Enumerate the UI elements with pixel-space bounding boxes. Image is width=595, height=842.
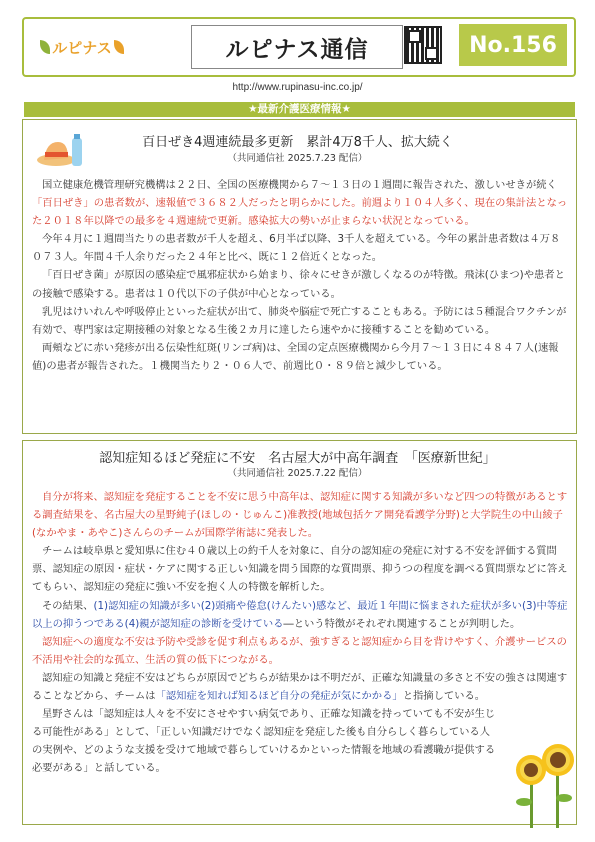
article2-source: （共同通信社 2025.7.22 配信） xyxy=(227,468,368,479)
newsletter-title-box xyxy=(191,25,403,69)
article2-headline: 認知症知るほど発症に不安 名古屋大が中高年調査 「医療新世紀」 xyxy=(99,451,496,466)
logo-text: ルピナス xyxy=(52,39,112,57)
article1-paragraph: 国立健康危機管理研究機構は２２日、全国の医療機関から７～１３日の１週間に報告された、激しいせきが続く「百日ぜき」の患者数が、速報値で３６８２人だったと明らかにした。前週より１０４人多く、現在の集計法となった２０１８年以降での最多を４週連続で更新。感染拡大の勢いが止まらない状況となっている。 xyxy=(32,179,568,228)
article2-paragraph: 認知症の知識と発症不安はどちらが原因でどちらが結果かは不明だが、正確な知識量の多さと不安の強さは関連することなどから、チームは「認知症を知れば知るほど自分の発症が気にかかる」と指摘している。 xyxy=(32,671,568,703)
article1-source: （共同通信社 2025.7.23 配信） xyxy=(227,153,368,164)
article2-paragraph: チームは岐阜県と愛知県に住む４０歳以上の約千人を対象に、自分の認知症の発症に対する不安を評価する質問票、認知症の原因・症状・ケアに関する正しい知識を問う国際的な質問票、抑うつの程度を調べる質問票などに答えてもらい、認知症の発症に強い不安を抱く人の特徴を解析した。 xyxy=(32,545,568,594)
company-logo[interactable] xyxy=(22,17,142,77)
article1-paragraph: 両頬などに赤い発疹が出る伝染性紅斑(リンゴ病)は、全国の定点医療機関から今月７～１３日に４８４７人(速報値)の患者が報告された。１機関当たり２・０６人で、前週比０・８９倍と減少している。 xyxy=(32,341,559,372)
article1-paragraph: 乳児はけいれんや呼吸停止といった症状が出て、肺炎や脳症で死亡することもある。予防には５種混合ワクチンが有効で、専門家は定期接種の対象となる生後２カ月に達したら速やかに接種することを勧めている。 xyxy=(32,305,567,336)
article1-headline: 百日ぜき4週連続最多更新 累計4万8千人、拡大続く xyxy=(142,135,453,150)
article1-paragraph: 今年４月に１週間当たりの患者数が千人を超え、6月半ば以降、3千人を超えている。今年の累計患者数は４万８０７３人。年間４千人余りだった２４年と比べ、既に１２倍近くとなった。 xyxy=(32,233,561,264)
sunflower-illustration xyxy=(506,740,578,828)
article1-body xyxy=(32,176,570,375)
article2-paragraph: 自分が将来、認知症を発症することを不安に思う中高年は、認知症に関する知識が多いなど四つの特徴があるとする調査結果を、名古屋大の星野純子(ほしの・じゅんこ)准教授(地域包括ケア開発看護学分野)と大学院生の中山綾子(なかやま・あやこ)さんらのチームが国際学術誌に発表した。 xyxy=(32,491,568,540)
qr-code-icon[interactable] xyxy=(404,26,442,64)
logo-icon xyxy=(40,37,123,58)
section-banner: ★最新介護医療情報★ xyxy=(24,102,575,117)
article2-paragraph: その結果、(1)認知症の知識が多い(2)頭痛や倦怠(けんたい)感など、最近１年間に悩まされた症状が多い(3)中等症以上の抑うつである(4)親が認知症の診断を受けている―という特徴がそれぞれ関連することが判明した。 xyxy=(32,599,568,630)
article2-body xyxy=(32,488,570,778)
issue-number: No.156 xyxy=(459,24,567,66)
article2-paragraph: 星野さんは「認知症は人々を不安にさせやすい病気であり、正確な知識を持っていても不安が生じる可能性がある」として、「正しい知識だけでなく認知症を発症した後も自分らしく暮らしている人の実例や、どのような支援を受けて地域で暮らしていけるかといった情報を地域の看護職が提供する必要がある」と話している。 xyxy=(32,708,496,775)
article1-paragraph: 「百日ぜき菌」が原因の感染症で風邪症状から始まり、徐々にせきが激しくなるのが特徴。飛沫(ひまつ)や患者との接触で感染する。患者は１０代以下の子供が中心となっている。 xyxy=(32,269,565,300)
website-url[interactable]: http://www.rupinasu-inc.co.jp/ xyxy=(232,82,363,93)
article2-paragraph: 認知症への適度な不安は予防や受診を促す利点もあるが、強すぎると認知症から目を背けやすく、介護サービスの不活用や社会的な孤立、生活の質の低下につながる。 xyxy=(32,635,567,666)
newsletter-title: ルピナス通信 xyxy=(225,36,369,63)
